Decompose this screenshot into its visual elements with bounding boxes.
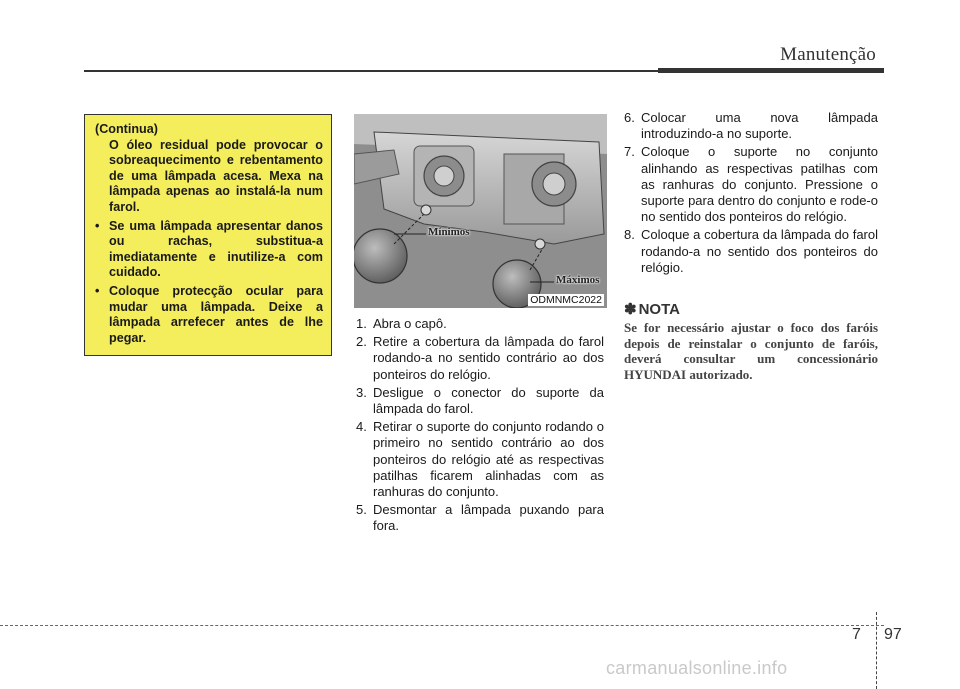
- warning-box: [84, 114, 332, 356]
- procedure-step: [356, 316, 604, 332]
- step-number: 6.: [624, 110, 635, 125]
- step-text: Retirar o suporte do conjunto rodando o primeiro no sentido contrário ao dos ponteiros do relógio até as respectivas patilhas ficarem alinhadas com as ranhuras do conjunto.: [373, 419, 604, 500]
- figure-code: ODMNMC2022: [530, 294, 602, 306]
- warning-continued-label: (Continua): [95, 122, 158, 136]
- header-rule-accent: [658, 68, 884, 73]
- bullet-dot-icon: •: [95, 218, 100, 233]
- step-number: 1.: [356, 316, 367, 331]
- procedure-step: [356, 419, 604, 500]
- procedure-steps-column-1: [356, 316, 604, 537]
- watermark-text: carmanualsonline.info: [606, 658, 788, 678]
- procedure-step: [356, 385, 604, 417]
- warning-bullet: [95, 219, 323, 281]
- step-number: 7.: [624, 144, 635, 160]
- step-text: Coloque a cobertura da lâmpada do farol rodando-a no sentido dos ponteiros do relógio.: [641, 227, 878, 275]
- procedure-step: [356, 334, 604, 383]
- page-number: 97: [884, 626, 902, 643]
- procedure-step: [624, 144, 878, 225]
- chapter-number: 7: [852, 626, 861, 643]
- warning-bullet-text: Coloque protecção ocular para mudar uma lâmpada. Deixe a lâmpada arrefecer antes de lhe pegar.: [109, 283, 323, 345]
- note-title: NOTA: [638, 301, 680, 318]
- footer-rule: [0, 625, 884, 626]
- step-text: Desmontar a lâmpada puxando para fora.: [373, 502, 604, 534]
- figure-label-maximos: Máximos: [556, 274, 600, 286]
- step-number: 5.: [356, 502, 367, 518]
- asterisk-icon: ✽: [624, 301, 637, 318]
- warning-continued-text: O óleo residual pode provocar o sobreaquecimento e rebentamento de uma lâmpada acesa. Mexa na lâmpada apenas ao instalá-la num farol.: [109, 137, 323, 214]
- procedure-steps-column-2: [624, 110, 878, 278]
- warning-bullet-list: [95, 219, 323, 347]
- figure-label-minimos: Mínimos: [428, 226, 470, 238]
- section-title: Manutenção: [780, 44, 876, 65]
- procedure-step: [624, 110, 878, 142]
- step-number: 2.: [356, 334, 367, 350]
- step-text: Abra o capô.: [373, 316, 447, 331]
- warning-bullet: [95, 284, 323, 346]
- step-number: 4.: [356, 419, 367, 435]
- headlamp-figure: [354, 114, 607, 308]
- note-heading: [624, 300, 680, 318]
- step-number: 3.: [356, 384, 367, 400]
- step-number: 8.: [624, 227, 635, 243]
- note-text: Se for necessário ajustar o foco dos faróis depois de reinstalar o conjunto de faróis, deverá consultar um concessionário HYUNDAI autorizado.: [624, 320, 878, 382]
- page-number-divider: [876, 612, 877, 689]
- step-text: Desligue o conector do suporte da lâmpada do farol.: [373, 384, 604, 417]
- bullet-dot-icon: •: [95, 283, 100, 298]
- step-text: Coloque o suporte no conjunto alinhando as respectivas patilhas com as ranhuras do conjunto. Pressione o suporte para dentro do conjunto e rode-o no sentido dos ponteiros do relógio.: [641, 144, 878, 225]
- procedure-step: [356, 502, 604, 534]
- warning-bullet-text: Se uma lâmpada apresentar danos ou rachas, substitua-a imediatamente e inutilize-a com cuidado.: [109, 218, 323, 280]
- procedure-step: [624, 227, 878, 276]
- step-text: Colocar uma nova lâmpada introduzindo-a no suporte.: [641, 110, 878, 142]
- step-text: Retire a cobertura da lâmpada do farol rodando-a no sentido contrário ao dos ponteiros do relógio.: [373, 334, 604, 382]
